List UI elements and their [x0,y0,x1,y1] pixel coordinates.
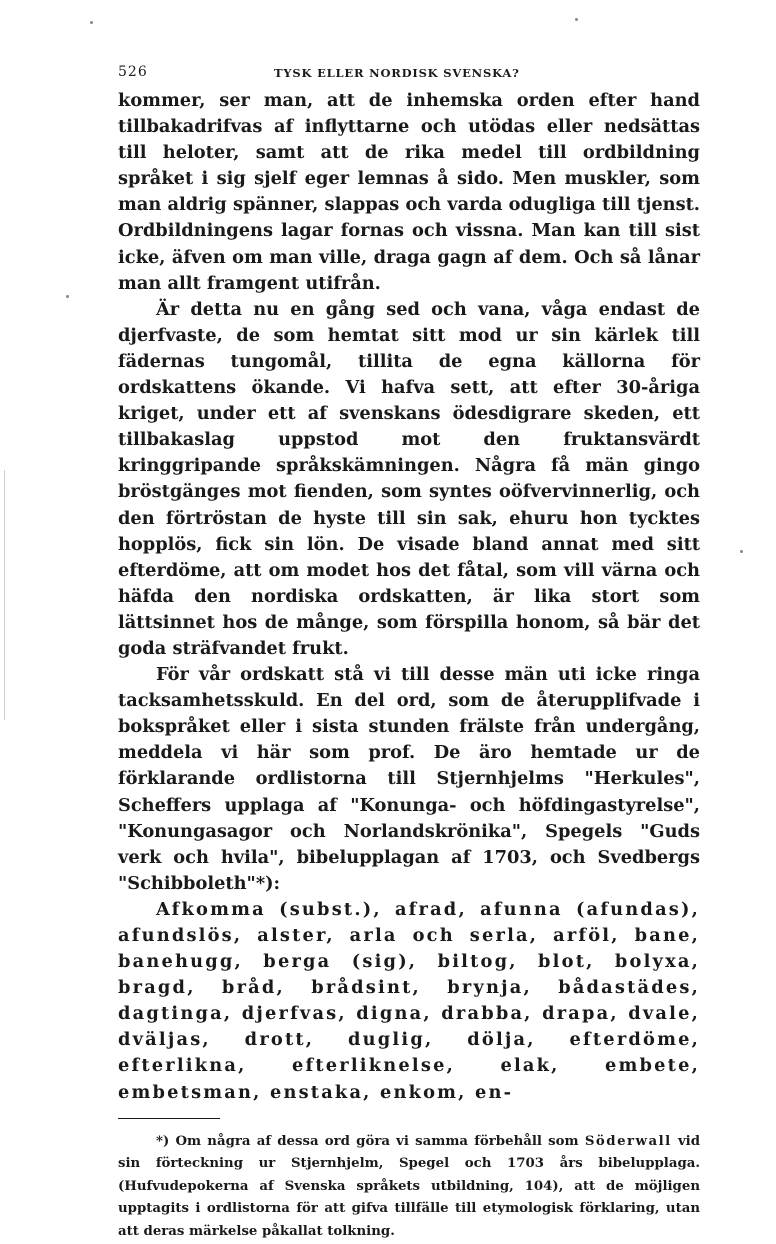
speck-mark [90,21,93,24]
paragraph-3: För vår ordskatt stå vi till desse män uti icke ringa tacksamhetsskuld. En del ord, som de återupplifvade i bokspråket eller i sista stunden frälste från undergång, meddela vi här som prof. De äro hemtade ur de förklarande ordlistorna till Stjernhjelms "Herkules", Scheffers upplaga af "Konunga- och höfdingastyrelse", "Konungasagor och Norlandskrönika", Spegels "Guds verk och hvila", bibelupplagan af 1703, och Svedbergs "Schibboleth"*): [118,664,700,894]
page-header [118,58,700,88]
book-page [118,58,700,1244]
footnote [118,1131,700,1244]
word-list-paragraph: Afkomma (subst.), afrad, afunna (afundas), afundslös, alster, arla och serla, arföl, bane, banehugg, berga (sig), biltog, blot, bolyxa, bragd, bråd, brådsint, brynja, bådastädes, dagtinga, djerfvas, digna, drabba, drapa, dvale, dväljas, drott, duglig, dölja, efterdöme, efterlikna, efterliknelse, elak, embete, embetsman, enstaka, enkom, en- [118,898,700,1103]
footnote-text [118,1131,700,1244]
footnote-author-name: Söderwall [584,1133,672,1149]
paragraph-2: Är detta nu en gång sed och vana, våga endast de djerfvaste, de som hemtat sitt mod ur sin kärlek till fädernas tungomål, tillita de egna källorna för ordskattens ökande. Vi hafva sett, att efter 30-åriga kriget, under ett af svenskans ödesdigrare skeden, ett tillbakaslag uppstod mot den fruktansvärdt kringgripande språkskämningen. Några få män gingo bröstgänges mot fienden, som syntes oöfvervinnerlig, och den förtröstan de hyste till sin sak, ehuru hon tycktes hopplös, fick sin lön. De visade bland annat med sitt efterdöme, att om modet hos det fåtal, som vill värna och häfda den nordiska ordskatten, är lika stort som lättsinnet hos de månge, som förspilla honom, så bär det goda sträfvandet frukt. [118,298,700,659]
speck-mark [575,18,578,21]
body-text [118,88,700,1106]
footnote-separator [118,1118,220,1119]
footnote-text-after: vid sin förteckning ur Stjernhjelm, Spegel och 1703 års bibelupplaga. (Hufvudepokerna af Svenska språkets utbildning, 104), att de möjligen upptagits i ordlistorna för att gifva tillfälle till etymologisk förklaring, utan att deras märkelse påkallat tolkning. [118,1133,701,1240]
footnote-text-before: *) Om några af dessa ord göra vi samma förbehåll som [156,1133,579,1149]
scan-edge-mark [4,470,5,720]
paragraph-1: kommer, ser man, att de inhemska orden efter hand tillbakadrifvas af inflyttarne och utödas eller nedsättas till heloter, samt att de rika medel till ordbildning språket i sig sjelf eger lemnas å sido. Men muskler, som man aldrig spänner, slappas och varda odugliga till tjenst. Ordbildningens lagar fornas och vissna. Man kan till sist icke, äfven om man ville, draga gagn af dem. Och så lånar man allt framgent utifrån. [118,90,700,294]
speck-mark [740,550,743,553]
speck-mark [66,295,69,298]
page-number: 526 [118,64,148,80]
running-title: TYSK ELLER NORDISK SVENSKA? [274,66,520,80]
